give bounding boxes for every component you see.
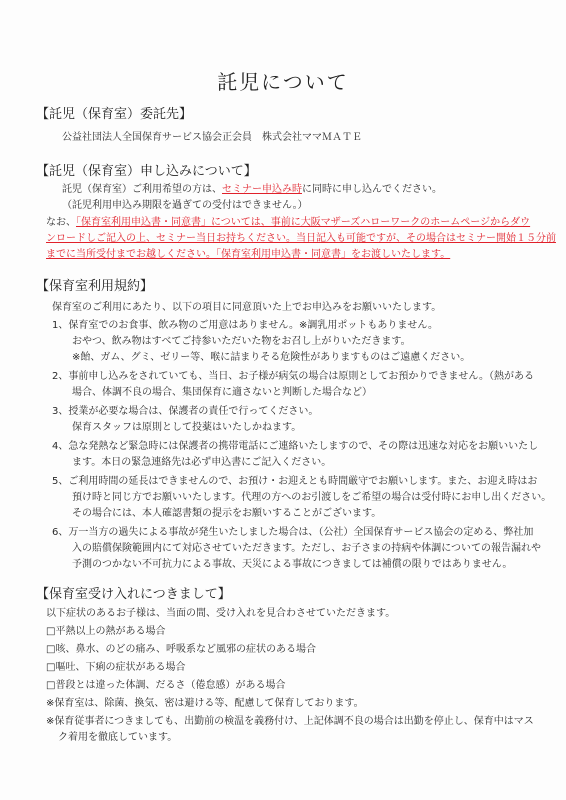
consignee-organization: 公益社団法人全国保育サービス協会正会員 株式会社ママＭＡＴＥ: [62, 132, 362, 143]
application-paragraph-3: [46, 213, 530, 228]
terms-line: 場合、体調不良の場合、集団保育に適さないと判断した場合など）: [72, 387, 372, 398]
application-text: なお、: [46, 217, 76, 228]
acceptance-line: 以下症状のあるお子様は、当面の間、受け入れを見合わさせていただきます。: [46, 608, 396, 619]
section-heading-terms: 【保育室利用規約】: [36, 279, 154, 294]
acceptance-note: ク着用を徹底しています。: [58, 732, 178, 743]
acceptance-checkbox-item: □嘔吐、下痢の症状がある場合: [46, 662, 186, 673]
acceptance-note: ※保育室は、除菌、換気、密は避ける等、配慮して保育しております。: [46, 698, 364, 709]
terms-line: 6、万一当方の過失による事故が発生いたしました場合は、（公社）全国保育サービス協会の定める、弊社加: [52, 527, 534, 538]
form-notice-highlight: 「保育室利用申込書・同意書」については、事前に大阪マザーズハローワークのホームページからダウ: [76, 217, 531, 228]
application-paragraph-2: （託児利用申込み期限を過ぎての受付はできません。）: [62, 200, 308, 211]
section-heading-application: 【託児（保育室）申し込みについて】: [36, 164, 257, 179]
terms-line: ※飴、ガム、グミ、ゼリー等、喉に詰まりそる危険性がありますものはご遠慮ください。: [72, 352, 471, 363]
form-notice-line-3: までに当所受付までお越しください。「保育室利用申込書・同意書」をお渡しいたします。: [46, 249, 451, 260]
terms-line: 5、ご利用時間の延長はできませんので、お預け・お迎えとも時間厳守でお願いします。また、お迎え時はお: [52, 476, 538, 487]
terms-line: おやつ、飲み物はすべてご持参いただいた物をお召し上がりいただきます。: [72, 336, 411, 347]
terms-line: 4、急な発熱など緊急時には保護者の携帯電話にご連絡いたしますので、その際は迅速な対応をお願いいたし: [52, 441, 539, 452]
form-notice-line-2: ンロードしご記入の上、セミナー当日お持ちください。当日記入も可能ですが、その場合はセミナー開始１５分前: [46, 233, 556, 244]
terms-line: 入の賠償保険範囲内にて対応させていただきます。ただし、お子さまの持病や体調についての報告漏れや: [72, 543, 541, 554]
section-heading-acceptance: 【保育室受け入れにつきまして】: [36, 587, 231, 602]
application-text: に同時に申し込んでください。: [302, 184, 442, 195]
terms-line: 預け時と同じ方でお願いいたします。代理の方へのお引渡しをご希望の場合は受付時にお申し出ください。: [72, 492, 552, 503]
terms-line: 予測のつかない不可抗力による事故、天災による事故につきましては補償の限りではありません。: [72, 559, 513, 570]
section-heading-consignee: 【託児（保育室）委託先】: [36, 107, 193, 122]
terms-line: ます。本日の緊急連絡先は必ず申込書にご記入ください。: [72, 457, 332, 468]
application-text: 託児（保育室）ご利用希望の方は、: [62, 184, 222, 195]
terms-line: 保育スタッフは原則として投薬はいたしかねます。: [72, 422, 302, 433]
acceptance-checkbox-item: □平熱以上の熱がある場合: [46, 626, 166, 637]
terms-line: 1、保育室でのお食事、飲み物のご用意はありません。※調乳用ポットもありません。: [52, 320, 438, 331]
terms-line: 3、授業が必要な場合は、保護者の責任で行ってください。: [52, 406, 319, 417]
acceptance-note: ※保育従事者につきましても、出勤前の検温を義務付け、上記体調不良の場合は出勤を停止し、保育中はマス: [46, 716, 534, 727]
terms-line: 保育室のご利用にあたり、以下の項目に同意頂いた上でお申込みをお願いいたします。: [52, 302, 442, 313]
acceptance-checkbox-item: □咳、鼻水、のどの痛み、呼吸系など風邪の症状のある場合: [46, 644, 317, 655]
page-title: 託児について: [217, 70, 349, 94]
acceptance-checkbox-item: □普段とは違った体調、だるさ（倦怠感）がある場合: [46, 680, 286, 691]
application-paragraph-1: [62, 180, 442, 195]
seminar-application-highlight: セミナー申込み時: [222, 184, 302, 195]
terms-line: 2、事前申し込みをされていても、当日、お子様が病気の場合は原則としてお預かりできません。（熱がある: [52, 371, 534, 382]
terms-line: その場合には、本人確認書類の提示をお願いすることがございます。: [72, 508, 382, 519]
